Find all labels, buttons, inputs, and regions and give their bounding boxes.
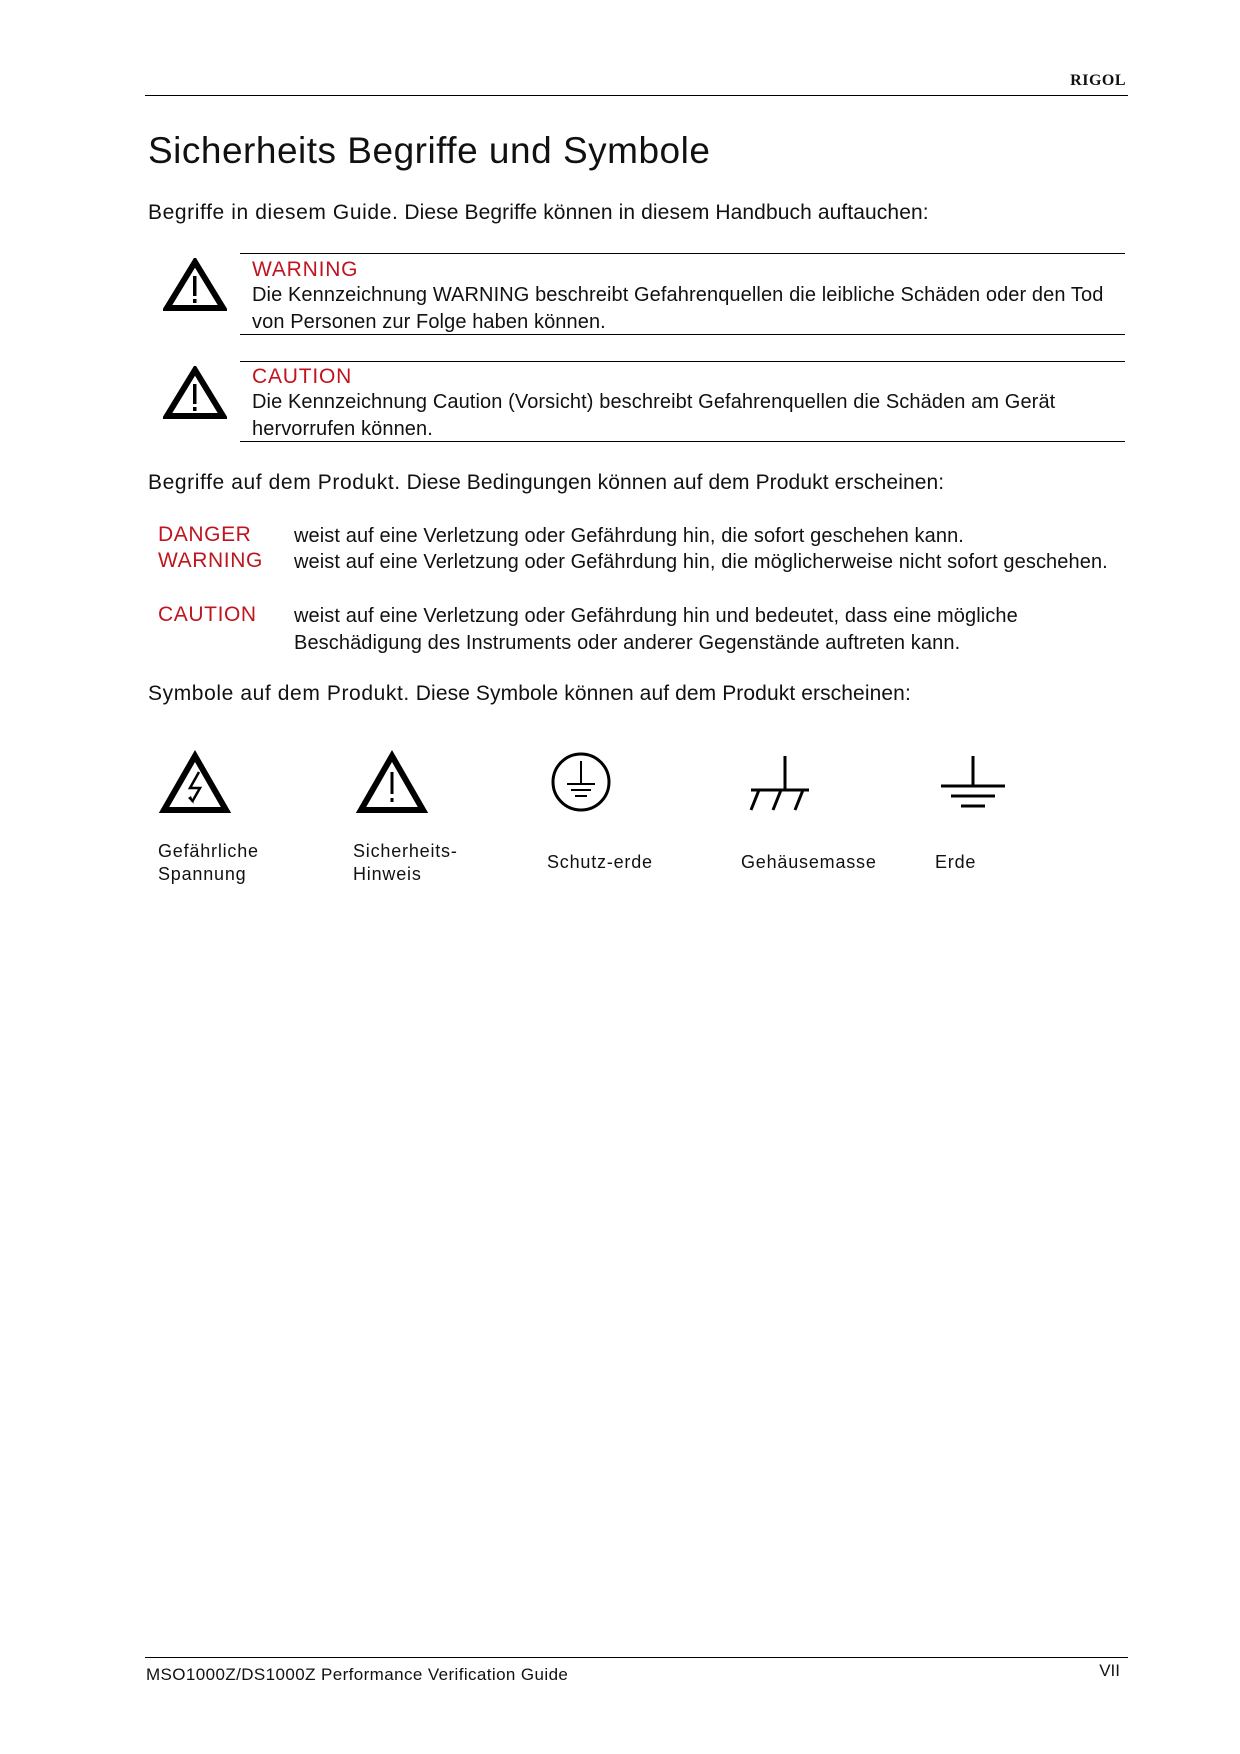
guide-terms-intro [148,201,929,225]
caution-triangle-icon [163,366,227,420]
earth-ground-icon [933,742,1013,822]
brand-logo: RIGOL [1070,72,1126,89]
term-danger: DANGER [158,523,252,546]
chassis-ground-icon [737,742,817,822]
footer-divider [145,1657,1128,1658]
caution-note-body: Die Kennzeichnung Caution (Vorsicht) beschreibt Gefahrenquellen die Schäden am Gerät hervorrufen können. [252,391,1056,440]
protective-earth-icon [541,742,621,822]
symbol-label-line: Gefährliche [158,841,259,861]
product-symbols-lead: Symbole auf dem Produkt. [148,682,410,705]
symbol-label-high-voltage [158,840,259,886]
term-danger-desc: weist auf eine Verletzung oder Gefährdung hin, die sofort geschehen kann. [294,525,964,547]
safety-warning-icon [352,742,432,822]
page-title: Sicherheits Begriffe und Symbole [148,130,711,171]
symbol-label-line: Hinweis [353,864,422,884]
symbol-label-line: Sicherheits- [353,841,458,861]
guide-terms-text: Diese Begriffe können in diesem Handbuch auftauchen: [398,201,929,224]
header-divider [145,95,1128,96]
warning-note-bottom-rule [240,334,1125,335]
guide-terms-lead: Begriffe in diesem Guide. [148,201,399,224]
footer-guide-name: MSO1000Z/DS1000Z Performance Verification Guide [146,1665,569,1684]
term-caution: CAUTION [158,603,257,626]
symbol-label-protective-earth: Schutz-erde [547,852,653,872]
symbol-label-chassis-ground: Gehäusemasse [741,852,877,872]
warning-note-heading: WARNING [252,258,359,281]
product-symbols-text: Diese Symbole können auf dem Produkt erscheinen: [409,682,911,705]
product-symbols-intro [148,682,911,706]
page-number: VII [1099,1661,1120,1680]
warning-note-body: Die Kennzeichnung WARNING beschreibt Gefahrenquellen die leibliche Schäden oder den Tod von Personen zur Folge haben können. [252,284,1104,333]
symbol-label-line: Spannung [158,864,247,884]
product-terms-lead: Begriffe auf dem Produkt. [148,471,401,494]
term-warning-desc: weist auf eine Verletzung oder Gefährdung hin, die möglicherweise nicht sofort geschehen. [294,551,1108,573]
product-terms-intro [148,471,944,495]
high-voltage-icon [155,742,235,822]
product-terms-text: Diese Bedingungen können auf dem Produkt erscheinen: [400,471,945,494]
caution-note-top-rule [240,361,1125,362]
caution-note-bottom-rule [240,441,1125,442]
symbol-label-safety-warning [353,840,458,886]
caution-note-heading: CAUTION [252,365,353,388]
term-warning: WARNING [158,549,263,572]
warning-note-top-rule [240,253,1125,254]
symbol-label-earth-ground: Erde [935,852,977,872]
term-caution-desc: weist auf eine Verletzung oder Gefährdung hin und bedeutet, dass eine mögliche Beschädigung des Instruments oder anderer Gegenstände auftreten kann. [294,605,1018,654]
warning-triangle-icon [163,258,227,312]
